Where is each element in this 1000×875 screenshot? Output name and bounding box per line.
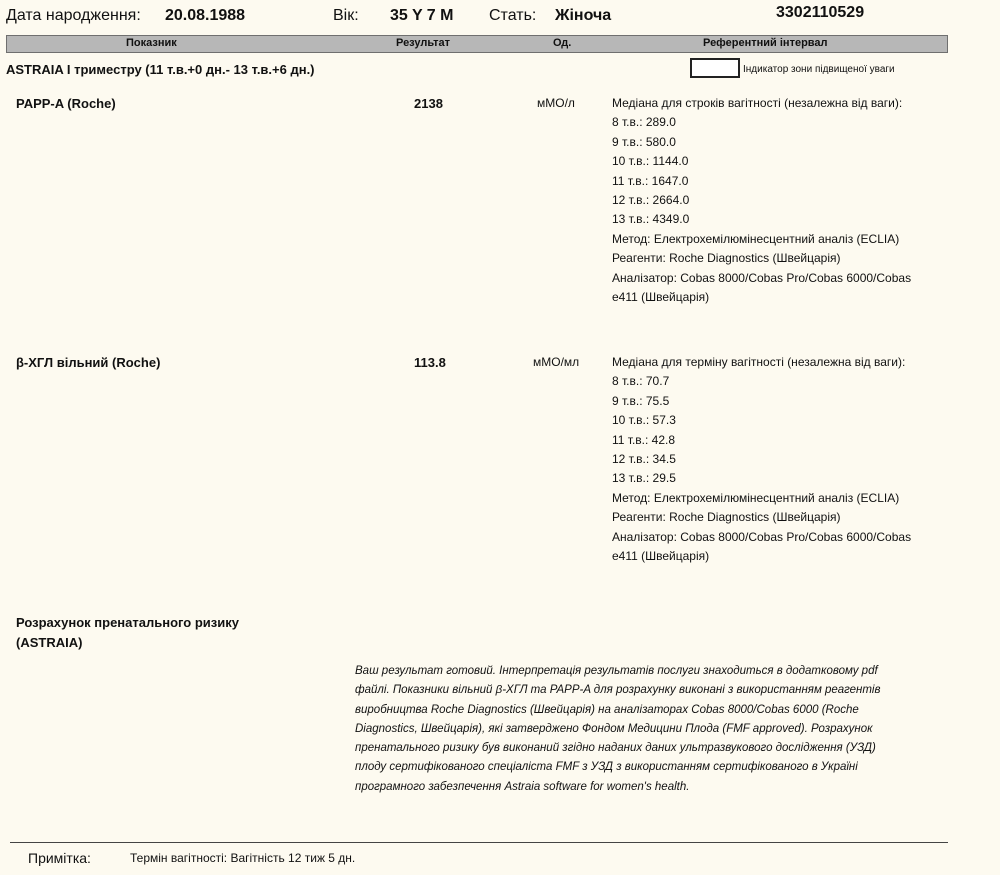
test-result-bhcg: 113.8 <box>414 355 446 370</box>
ref-line: 12 т.в.: 34.5 <box>612 452 676 467</box>
ref-line: Аналізатор: Cobas 8000/Cobas Pro/Cobas 6000/Cobas e411 (Швейцарія) <box>612 270 912 305</box>
ref-line: Медіана для терміну вагітності (незалежна від ваги): <box>612 355 906 369</box>
ref-line: Реагенти: Roche Diagnostics (Швейцарія) <box>612 251 841 266</box>
ref-line: 11 т.в.: 42.8 <box>612 432 676 447</box>
ref-line: Медіана для строків вагітності (незалежна від ваги): <box>612 96 903 110</box>
col-result: Результат <box>396 37 451 49</box>
col-reference: Референтний інтервал <box>703 37 828 49</box>
attention-indicator-box <box>690 58 740 78</box>
reference-interval-papp-a <box>612 94 912 307</box>
col-indicator: Показник <box>126 37 177 49</box>
ref-line: Аналізатор: Cobas 8000/Cobas Pro/Cobas 6000/Cobas e411 (Швейцарія) <box>612 529 912 564</box>
sex-label: Стать: <box>489 7 537 24</box>
test-result-papp-a: 2138 <box>414 96 443 111</box>
column-header-bar <box>6 35 948 53</box>
ref-line: 8 т.в.: 70.7 <box>612 374 670 389</box>
ref-line: 13 т.в.: 29.5 <box>612 471 676 486</box>
dob-label: Дата народження: <box>6 7 141 24</box>
age-value: 35 Y 7 M <box>390 7 454 24</box>
test-unit-bhcg: мМО/мл <box>533 355 580 369</box>
reference-interval-bhcg <box>612 353 912 566</box>
sex-value: Жіноча <box>555 7 612 24</box>
ref-line: Метод: Електрохемілюмінесцентний аналіз (ECLIA) <box>612 231 900 246</box>
ref-line: 11 т.в.: 1647.0 <box>612 173 689 188</box>
note-divider <box>10 842 948 843</box>
section-title: ASTRAIA I триместру (11 т.в.+0 дн.- 13 т.в.+6 дн.) <box>6 62 315 77</box>
note-label: Примітка: <box>28 850 91 866</box>
note-text: Термін вагітності: Вагітність 12 тиж 5 дн. <box>130 851 356 865</box>
col-unit: Од. <box>553 37 572 49</box>
attention-indicator-label: Індикатор зони підвищеної уваги <box>743 64 895 75</box>
test-name-bhcg: β-ХГЛ вільний (Roche) <box>16 355 161 370</box>
ref-line: 9 т.в.: 75.5 <box>612 393 670 408</box>
ref-line: 9 т.в.: 580.0 <box>612 134 676 149</box>
ref-line: 8 т.в.: 289.0 <box>612 115 676 130</box>
risk-calculation-title: Розрахунок пренатального ризику (ASTRAIA) <box>16 615 239 650</box>
ref-line: 10 т.в.: 57.3 <box>612 413 676 428</box>
ref-line: Реагенти: Roche Diagnostics (Швейцарія) <box>612 510 841 525</box>
test-name-papp-a: PAPP-A (Roche) <box>16 96 116 111</box>
test-unit-papp-a: мМО/л <box>537 96 575 110</box>
dob-value: 20.08.1988 <box>165 7 246 24</box>
patient-id: 3302110529 <box>776 4 865 21</box>
ref-line: Метод: Електрохемілюмінесцентний аналіз (ECLIA) <box>612 490 900 505</box>
age-label: Вік: <box>333 7 359 24</box>
ref-line: 13 т.в.: 4349.0 <box>612 212 690 227</box>
ref-line: 12 т.в.: 2664.0 <box>612 193 690 208</box>
risk-interpretation-text: Ваш результат готовий. Інтерпретація результатів послуги знаходиться в додатковому pdf файлі. Показники вільний β-ХГЛ та PAPP-A для розрахунку виконані з використанням реагентів виробництва Roche Diagnostics (Швейцарія) на аналізаторах Cobas 8000/Cobas 6000 (Roche Diagnostics, Швейцарія), які затверджено Фондом Медицини Плода (FMF approved). Розрахунок пренатального ризику був виконаний згідно наданих даних ультразвукового дослідження (УЗД) плоду сертифікованого спеціаліста FMF з УЗД з використанням сертифікованого в Україні програмного забезпечення Astraia software for women's health. <box>355 665 881 793</box>
ref-line: 10 т.в.: 1144.0 <box>612 154 689 169</box>
